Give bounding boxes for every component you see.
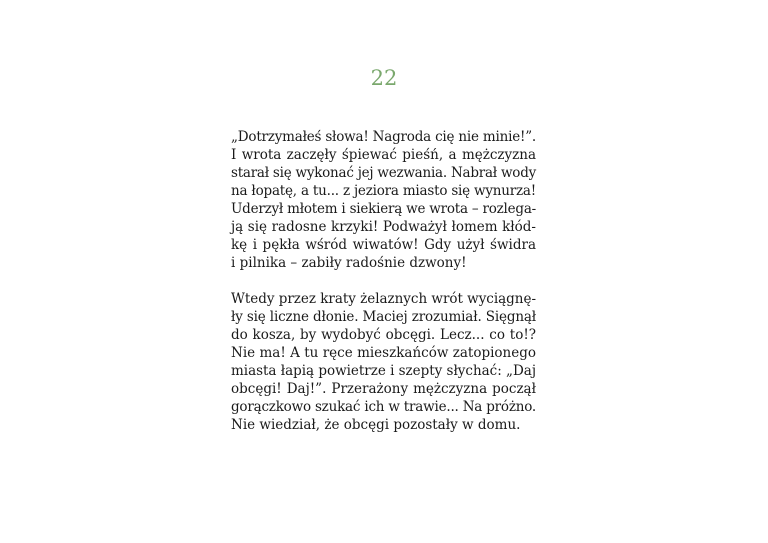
text-line: do kosza, by wydobyć obcęgi. Lecz... co to!? [231, 327, 536, 343]
text-line: ją się radosne krzyki! Podważył łomem kłód- [231, 219, 536, 235]
text-line: miasta łapią powietrze i szepty słychać: „Daj [231, 363, 536, 379]
page-number: 22 [370, 66, 398, 90]
text-line: na łopatę, a tu... z jeziora miasto się wynurza! [231, 183, 536, 199]
text-line: I wrota zaczęły śpiewać pieśń, a mężczyzna [231, 147, 536, 163]
text-line: i pilnika – zabiły radośnie dzwony! [231, 255, 467, 271]
story-text [231, 128, 536, 434]
paragraph-1 [231, 128, 536, 272]
text-line: obcęgi! Daj!”. Przerażony mężczyzna począł [231, 381, 536, 397]
paragraph-2 [231, 290, 536, 434]
text-line: gorączkowo szukać ich w trawie... Na próżno. [231, 399, 536, 415]
text-line: Wtedy przez kraty żelaznych wrót wyciągnę- [231, 291, 536, 307]
text-line: Nie ma! A tu ręce mieszkańców zatopionego [231, 345, 536, 361]
text-line: „Dotrzymałeś słowa! Nagroda cię nie minie!”. [231, 129, 536, 145]
text-line: Uderzył młotem i siekierą we wrota – rozlega- [231, 201, 536, 217]
text-line: starał się wykonać jej wezwania. Nabrał wody [231, 165, 536, 181]
text-line: Nie wiedział, że obcęgi pozostały w domu. [231, 417, 521, 433]
text-line: kę i pękła wśród wiwatów! Gdy użył świdra [231, 237, 536, 253]
text-line: ły się liczne dłonie. Maciej zrozumiał. Sięgnął [231, 309, 536, 325]
